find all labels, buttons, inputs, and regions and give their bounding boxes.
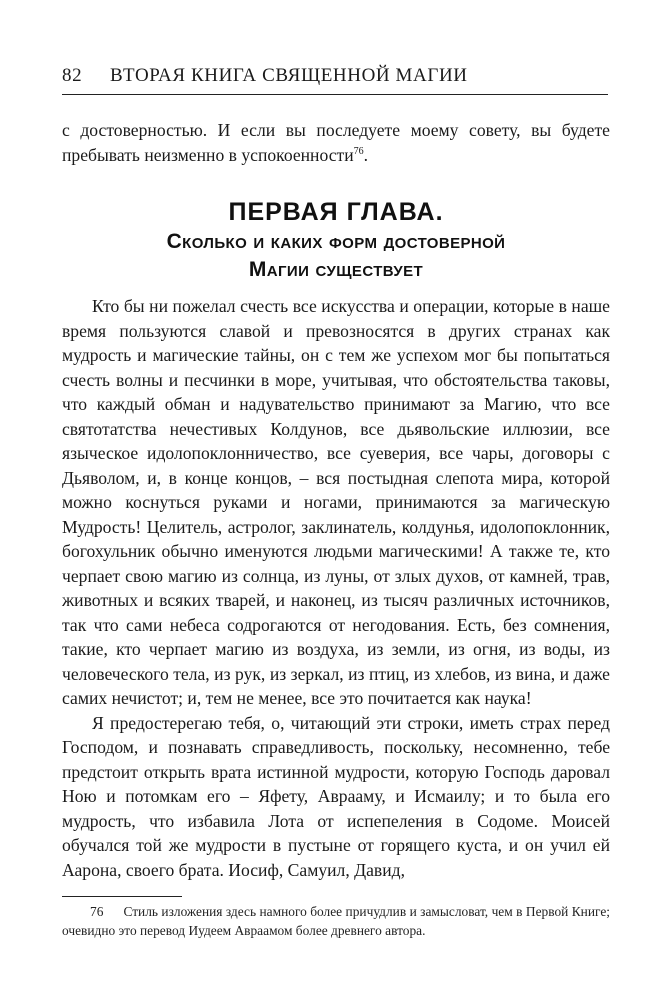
page-number: 82 — [62, 65, 83, 86]
paragraph-1: Кто бы ни пожелал счесть все искусства и операции, которые в наше время пользуются славой и превозносятся в других странах как мудрость и магические тайны, он с тем же успехом мог бы попытаться счесть волны и песчинки в море, учитывая, что обстоятельства таковы, что каждый обман и надувательство принимают за Магию, что все святотатства нечестивых Колдунов, все дьявольские иллюзии, все языческое идолопоклонничество, все суеверия, все чары, договоры с Дьяволом, и, в конце концов, – вся постыдная слепота мира, которой можно коснуться руками и ногами, принимаются за магическую Мудрость! Целитель, астролог, заклинатель, колдунья, идолопоклонник, богохульник обычно именуются людьми магическими! А также те, кто черпает свою магию из солнца, из луны, от злых духов, от камней, трав, животных и всяких тварей, и наконец, из тысяч различных источников, так что сами небеса содрогаются от негодования. Есть, без сомнения, такие, кто черпает магию из воздуха, из земли, из огня, из воды, из человеческого тела, из рук, из зеркал, из птиц, из хлебов, из вина, и даже самих нечистот; и, тем не менее, все это почитается как наука! — [62, 296, 610, 708]
running-title: ВТОРАЯ КНИГА СВЯЩЕННОЙ МАГИИ — [110, 65, 468, 86]
footnote-number: 76 — [90, 904, 104, 919]
footnote — [62, 902, 610, 940]
intro-paragraph — [62, 118, 610, 167]
chapter-subtitle-line2: Магии существует — [248, 258, 424, 281]
chapter-subtitle-line1: Сколько и каких форм достоверной — [166, 230, 506, 253]
chapter-heading — [62, 196, 610, 284]
chapter-title: ПЕРВАЯ ГЛАВА. — [228, 198, 444, 226]
main-text — [62, 294, 610, 882]
footnote-rule — [62, 896, 182, 897]
header-rule — [62, 94, 608, 95]
running-header — [62, 64, 610, 88]
intro-tail: . — [363, 144, 369, 165]
footnote-text: Стиль изложения здесь намного более причудлив и замысловат, чем в Первой Книге; очевидно это перевод Иудеем Авраамом более древнего автора. — [62, 904, 610, 938]
intro-text: с достоверностью. И если вы последуете моему совету, вы будете пребывать неизменно в успокоенности — [62, 120, 610, 165]
paragraph-2: Я предостерегаю тебя, о, читающий эти строки, иметь страх перед Господом, и познавать справедливость, поскольку, несомненно, тебе предстоит открыть врата истинной мудрости, которую Господь даровал Ною и потомкам его – Яфету, Аврааму, и Исмаилу; и то была его мудрость, что избавила Лота от испепеления в Содоме. Моисей обучался той же мудрости в пустыне от горящего куста, и он учил ей Аарона, своего брата. Иосиф, Самуил, Давид, — [62, 712, 610, 880]
footnote-ref: 76 — [353, 145, 364, 157]
